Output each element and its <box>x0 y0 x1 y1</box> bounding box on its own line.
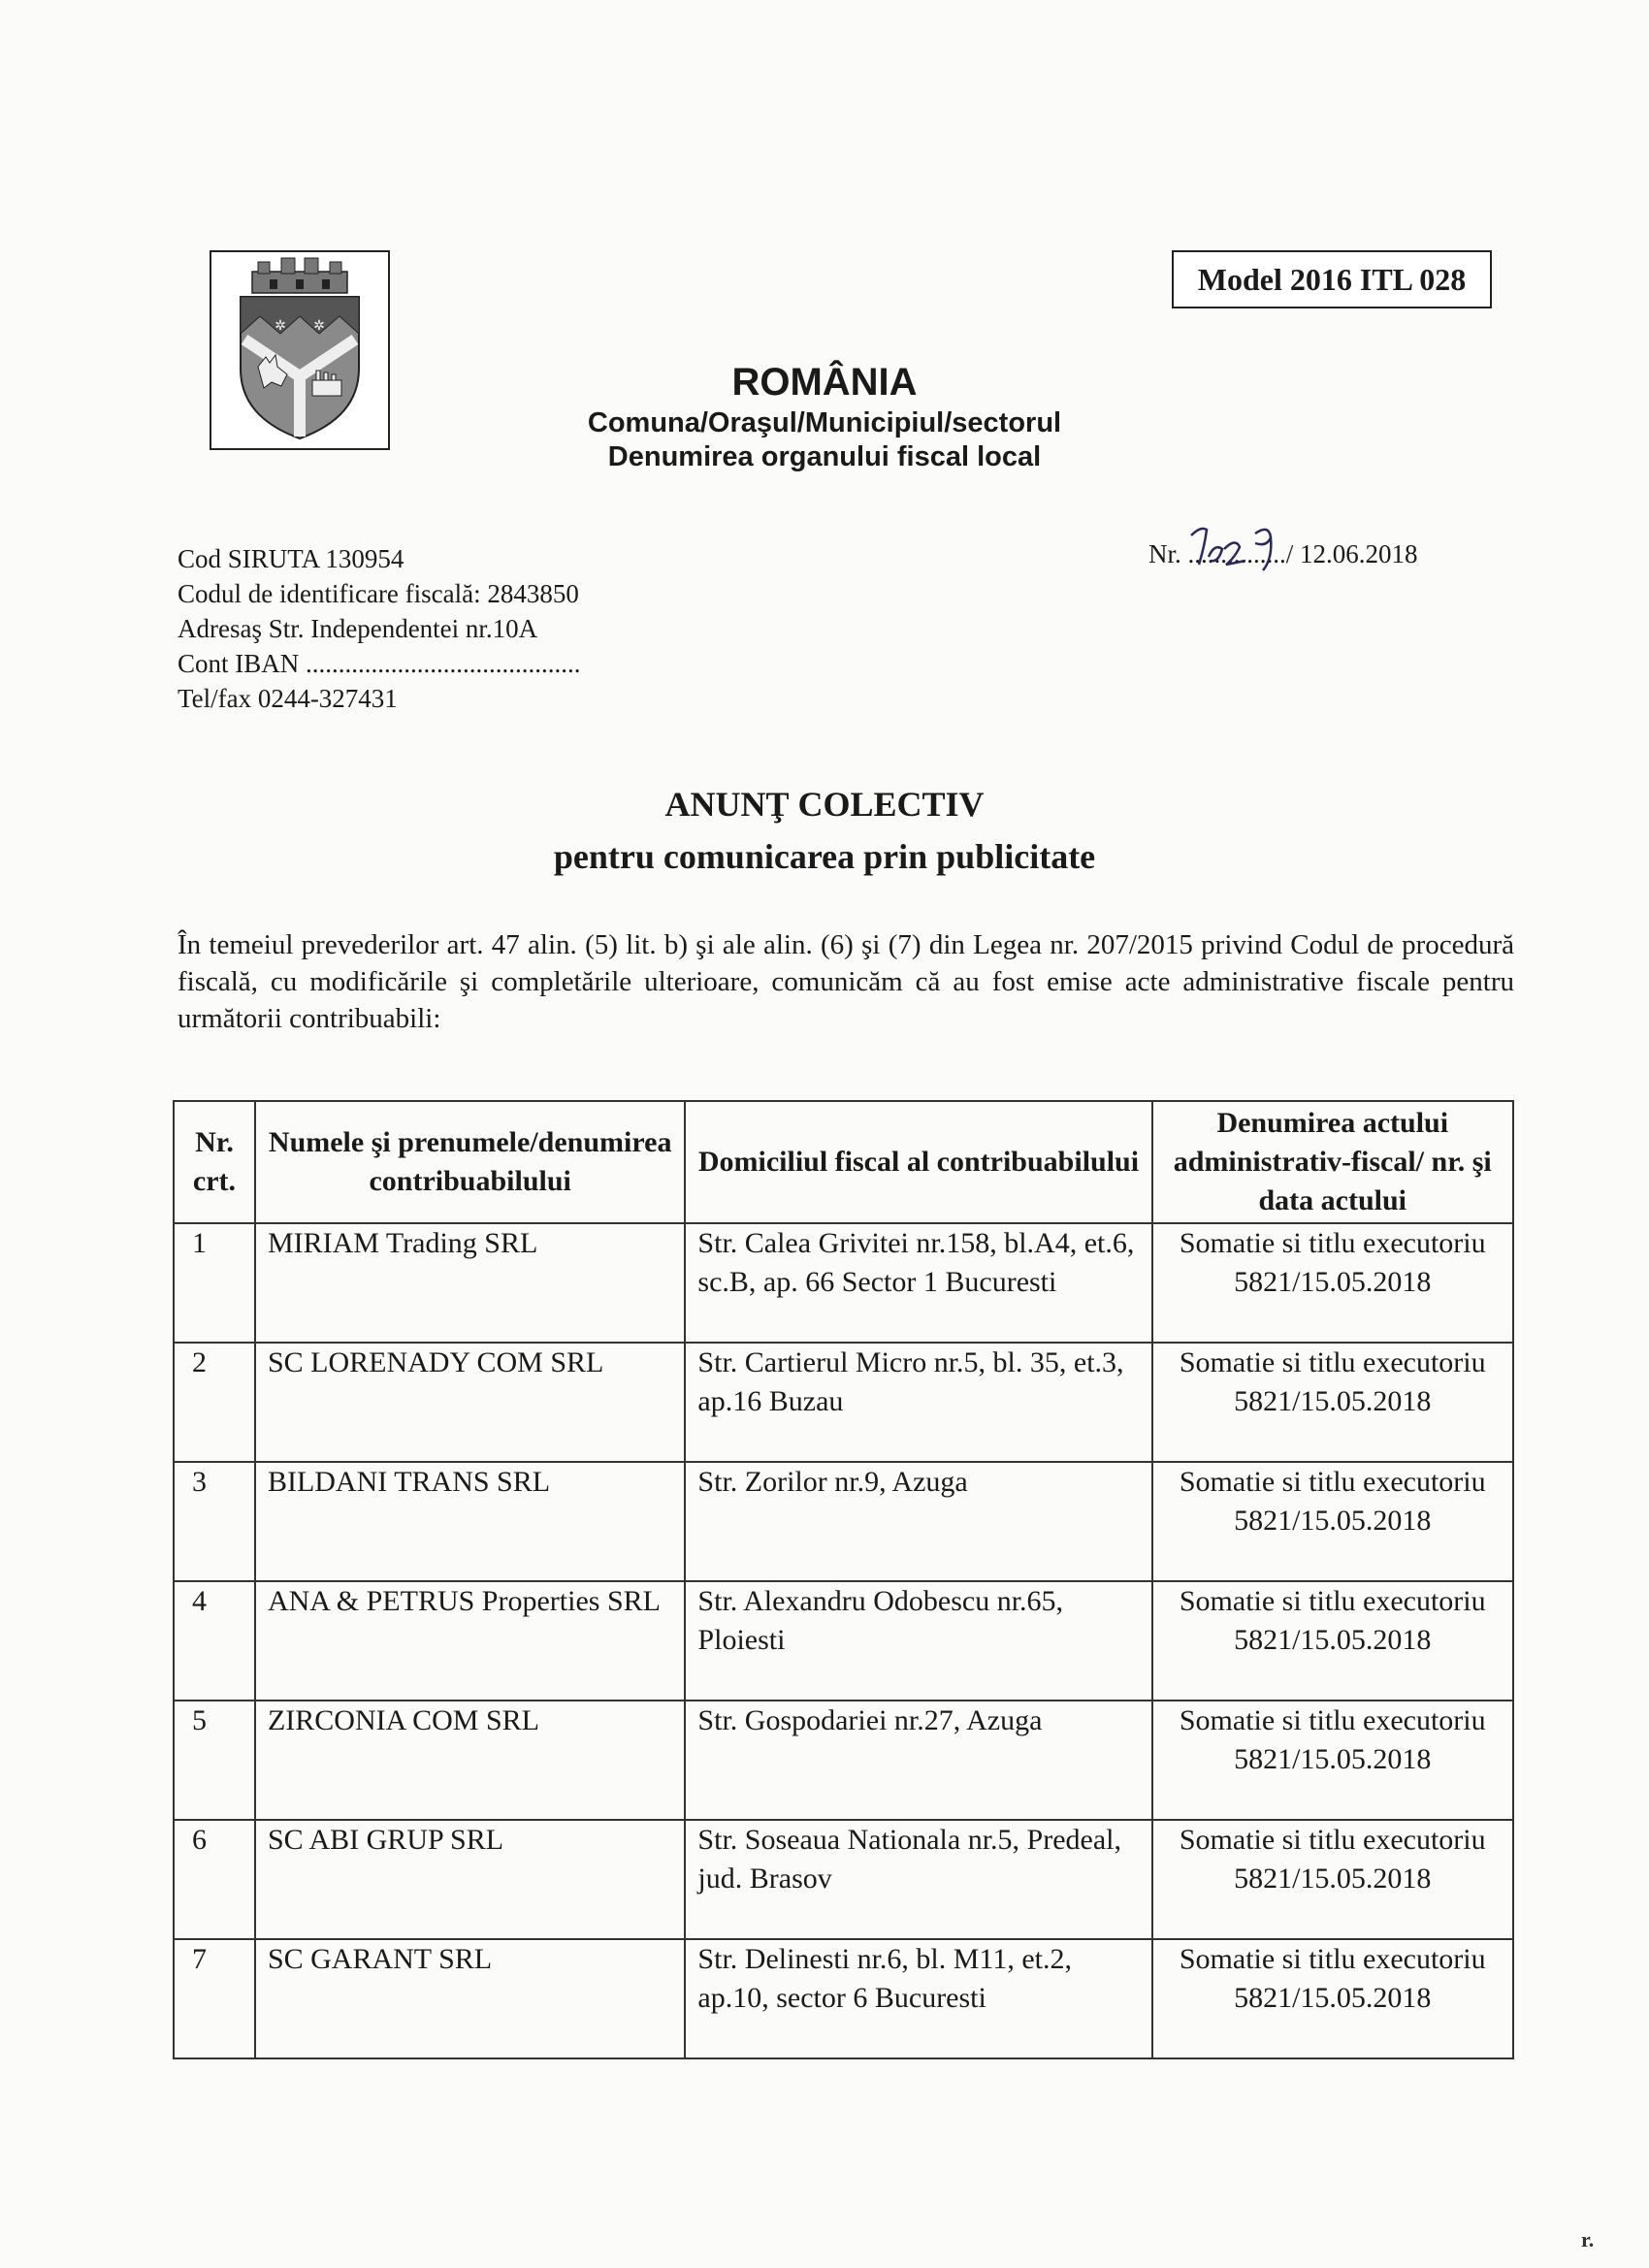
coat-of-arms-icon <box>211 252 388 448</box>
table-body <box>174 1223 1513 2058</box>
taxpayers-table <box>173 1100 1514 2059</box>
document-number-prefix: Nr. ............... <box>1148 539 1286 568</box>
municipality-heading: Comuna/Oraşul/Municipiul/sectorul <box>587 407 1062 438</box>
taxpayer-address: Str. Calea Grivitei nr.158, bl.A4, et.6, sc.B, ap. 66 Sector 1 Bucuresti <box>685 1223 1151 1343</box>
administrative-act: Somatie si titlu executoriu 5821/15.05.2018 <box>1152 1701 1514 1820</box>
taxpayer-name: BILDANI TRANS SRL <box>255 1462 685 1581</box>
taxpayer-address: Str. Soseaua Nationala nr.5, Predeal, jud. Brasov <box>685 1820 1151 1939</box>
table-row <box>174 1462 1513 1581</box>
row-number: 7 <box>174 1939 255 2058</box>
phone: Tel/fax 0244-327431 <box>178 684 398 713</box>
address: Adresaş Str. Independentei nr.10A <box>178 614 538 643</box>
header-act: Denumirea actului administrativ-fiscal/ nr. şi data actului <box>1152 1101 1514 1223</box>
row-number: 5 <box>174 1701 255 1820</box>
administrative-act: Somatie si titlu executoriu 5821/15.05.2018 <box>1152 1343 1514 1462</box>
table-header-row <box>174 1101 1513 1223</box>
taxpayer-address: Str. Zorilor nr.9, Azuga <box>685 1462 1151 1581</box>
coat-of-arms <box>210 250 390 450</box>
svg-text:✲: ✲ <box>313 319 325 334</box>
taxpayer-address: Str. Cartierul Micro nr.5, bl. 35, et.3, ap.16 Buzau <box>685 1343 1151 1462</box>
taxpayer-name: ANA & PETRUS Properties SRL <box>255 1581 685 1701</box>
administrative-act: Somatie si titlu executoriu 5821/15.05.2018 <box>1152 1820 1514 1939</box>
table-row <box>174 1581 1513 1701</box>
document-date: / 12.06.2018 <box>1285 539 1418 568</box>
institution-info <box>178 541 581 716</box>
handwritten-number <box>1185 516 1292 579</box>
row-number: 2 <box>174 1343 255 1462</box>
svg-text:✲: ✲ <box>275 319 286 334</box>
fiscal-organ-heading: Denumirea organului fiscal local <box>607 441 1042 472</box>
table-row <box>174 1939 1513 2058</box>
taxpayer-address: Str. Delinesti nr.6, bl. M11, et.2, ap.10, sector 6 Bucuresti <box>685 1939 1151 2058</box>
corner-mark: r. <box>1581 2227 1595 2252</box>
taxpayer-address: Str. Alexandru Odobescu nr.65, Ploiesti <box>685 1581 1151 1701</box>
taxpayer-name: SC GARANT SRL <box>255 1939 685 2058</box>
administrative-act: Somatie si titlu executoriu 5821/15.05.2018 <box>1152 1581 1514 1701</box>
taxpayer-name: MIRIAM Trading SRL <box>255 1223 685 1343</box>
siruta-code: Cod SIRUTA 130954 <box>178 544 404 573</box>
taxpayer-name: SC ABI GRUP SRL <box>255 1820 685 1939</box>
header-name: Numele şi prenumele/denumirea contribuabilului <box>255 1101 685 1223</box>
header-address: Domiciliul fiscal al contribuabilului <box>685 1101 1151 1223</box>
administrative-act: Somatie si titlu executoriu 5821/15.05.2018 <box>1152 1939 1514 2058</box>
administrative-act: Somatie si titlu executoriu 5821/15.05.2018 <box>1152 1223 1514 1343</box>
fiscal-id: Codul de identificare fiscală: 2843850 <box>178 579 579 608</box>
handwritten-number-signature <box>1185 516 1292 574</box>
taxpayer-name: SC LORENADY COM SRL <box>255 1343 685 1462</box>
table-row <box>174 1701 1513 1820</box>
row-number: 6 <box>174 1820 255 1939</box>
table-row <box>174 1223 1513 1343</box>
row-number: 3 <box>174 1462 255 1581</box>
administrative-act: Somatie si titlu executoriu 5821/15.05.2018 <box>1152 1462 1514 1581</box>
country-heading: ROMÂNIA <box>731 361 918 404</box>
row-number: 4 <box>174 1581 255 1701</box>
model-label: Model 2016 ITL 028 <box>1172 250 1492 308</box>
document-title: ANUNŢ COLECTIV <box>664 785 985 824</box>
intro-paragraph: În temeiul prevederilor art. 47 alin. (5) lit. b) şi ale alin. (6) şi (7) din Legea nr. 207/2015 privind Codul de procedură fiscală, cu modificările şi completările ulterioare, comunicăm că au fost emise acte administrative fiscale pentru următorii contribuabili: <box>178 929 1514 1034</box>
taxpayer-address: Str. Gospodariei nr.27, Azuga <box>685 1701 1151 1820</box>
taxpayer-name: ZIRCONIA COM SRL <box>255 1701 685 1820</box>
table-row <box>174 1820 1513 1939</box>
table-row <box>174 1343 1513 1462</box>
iban: Cont IBAN .......................................... <box>178 649 581 678</box>
document-subtitle: pentru comunicarea prin publicitate <box>553 837 1096 876</box>
row-number: 1 <box>174 1223 255 1343</box>
header-nr: Nr. crt. <box>174 1101 255 1223</box>
